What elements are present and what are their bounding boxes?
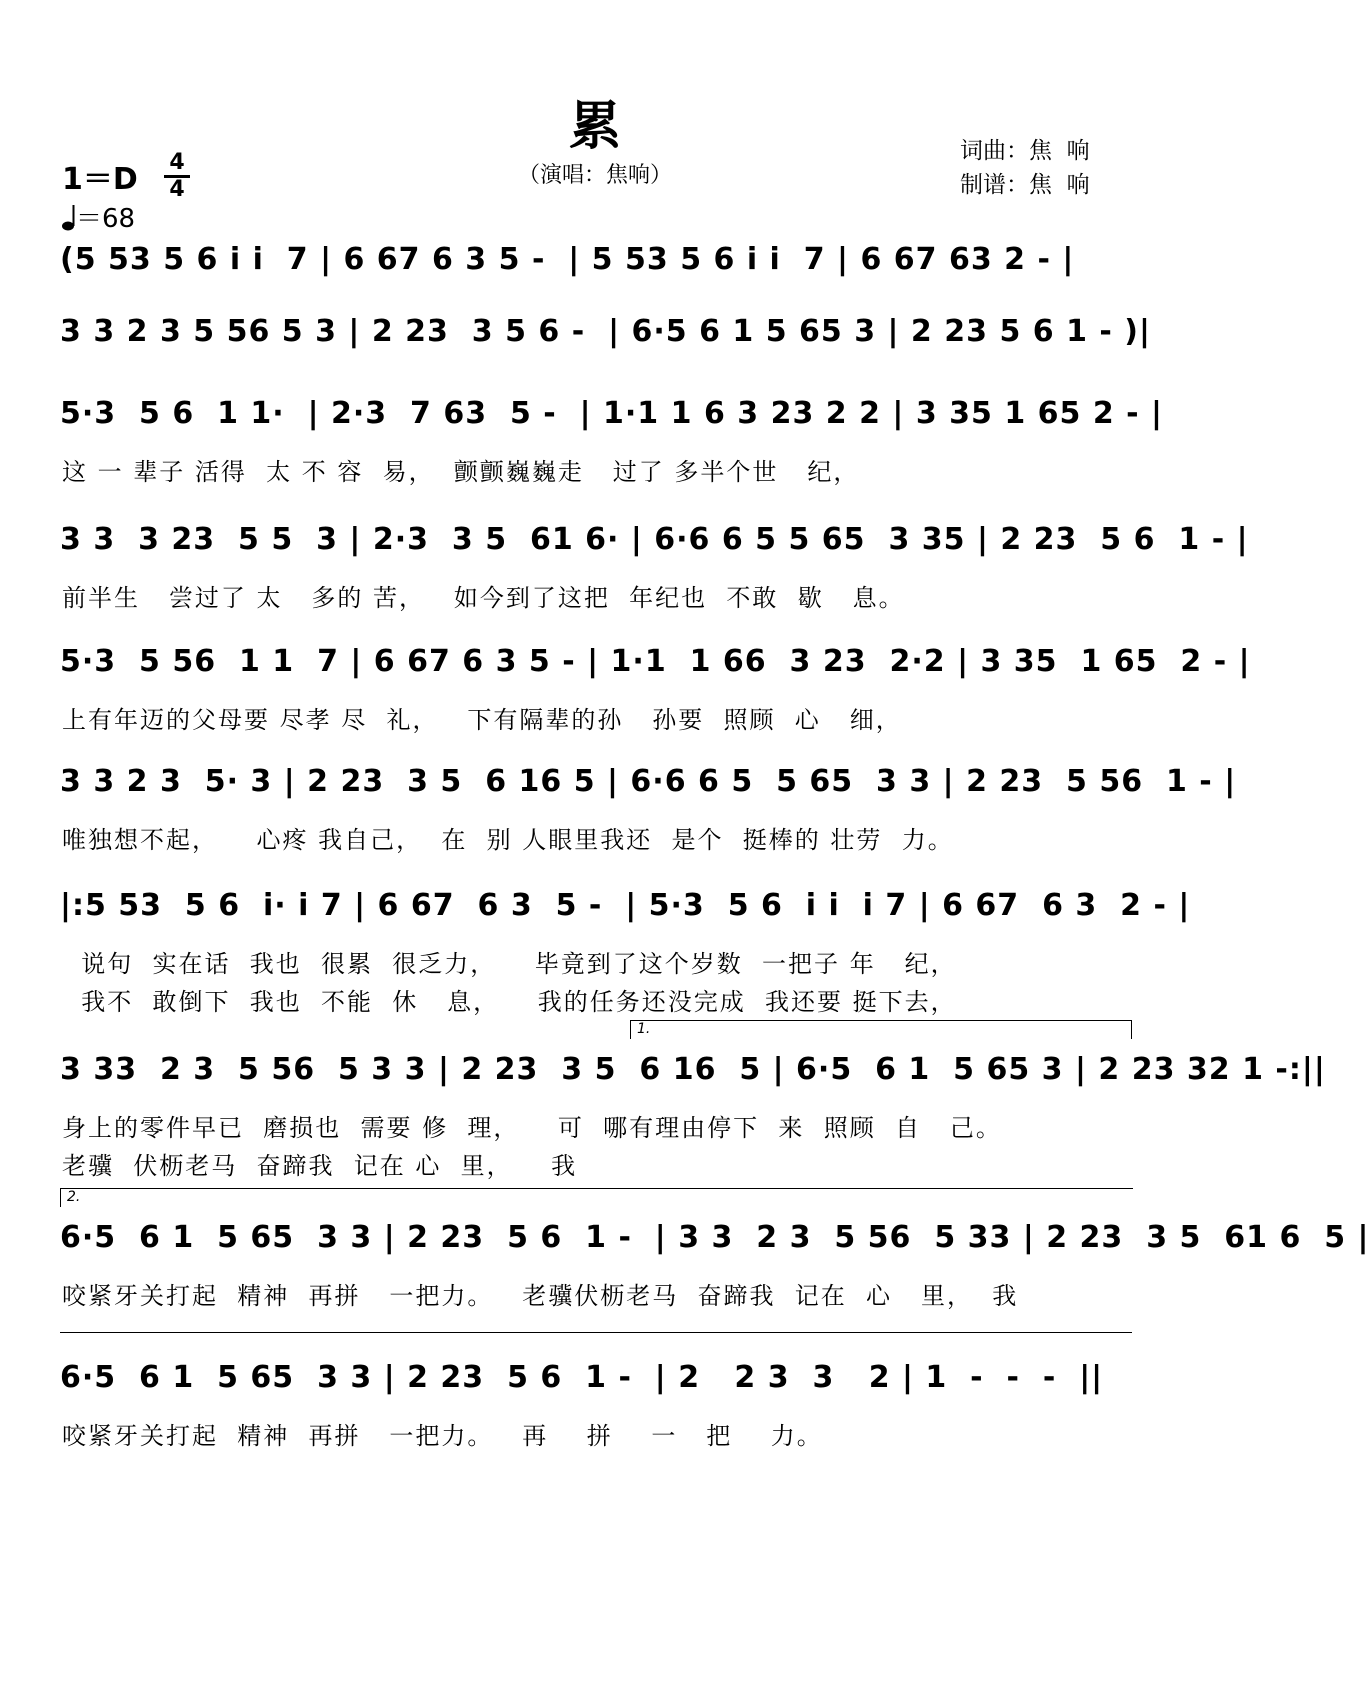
notation-row: 3 33 2 3 5 56 5 3 3 | 2 23 3 5 6 16 5 | 6·5 6 1 5 65 3 | 2 23 32 1 -:|| [60,1052,1326,1087]
tempo-value: ＝68 [76,204,136,234]
quarter-note-icon [62,205,76,238]
lyric-row: 这 一 辈子 活得 太 不 容 易， 颤颤巍巍走 过了 多半个世 纪， [62,458,860,486]
lyric-row: 前半生 尝过了 太 多的 苦， 如今到了这把 年纪也 不敢 歇 息。 [62,584,905,612]
lyric-row-verse2: 老骥 伏枥老马 奋蹄我 记在 心 里， 我 [62,1152,578,1180]
score-line [60,392,1164,504]
time-denominator: 4 [169,177,185,202]
lyric-row: 说句 实在话 我也 很累 很乏力， 毕竟到了这个岁数 一把子 年 纪， [62,950,957,978]
lyric-row: 上有年迈的父母要 尽孝 尽 礼， 下有隔辈的孙 孙要 照顾 心 细， [62,706,902,734]
lyric-row: 咬紧牙关打起 精神 再拼 一把力。 老骥伏枥老马 奋蹄我 记在 心 里， 我 [62,1282,1019,1310]
score-line [60,640,1251,752]
lyric-row: 咬紧牙关打起 精神 再拼 一把力。 再 拼 一 把 力。 [62,1422,823,1450]
lyric-row: 身上的零件早已 磨损也 需要 修 理， 可 哪有理由停下 来 照顾 自 己。 [62,1114,1002,1142]
score-line [60,518,1249,630]
notation-row: |:5 53 5 6 i· i 7 | 6 67 6 3 5 - | 5·3 5 6 i i i 7 | 6 67 6 3 2 - | [60,888,1191,923]
notation-row: (5 53 5 6 i i 7 | 6 67 6 3 5 - | 5 53 5 6 i i 7 | 6 67 63 2 - | [60,242,1075,277]
lyricist-credit: 词曲：焦 响 [960,138,1090,164]
time-signature [164,152,190,201]
ending-label: 1. [637,1021,651,1037]
score-line [60,760,1237,872]
ending-label: 2. [67,1189,81,1205]
song-title: 累 [568,96,621,157]
transcriber-credit: 制谱：焦 响 [960,172,1090,198]
notation-row: 6·5 6 1 5 65 3 3 | 2 23 5 6 1 - | 2 2 3 3 2 | 1 - - - || [60,1360,1104,1395]
lyric-row-verse2: 我不 敢倒下 我也 不能 休 息， 我的任务还没完成 我还要 挺下去， [62,988,957,1016]
score-line [60,1021,1326,1180]
lyric-row: 唯独想不起， 心疼 我自己， 在 别 人眼里我还 是个 挺棒的 壮劳 力。 [62,826,954,854]
first-ending-bracket [630,1020,1132,1039]
notation-row: 5·3 5 56 1 1 7 | 6 67 6 3 5 - | 1·1 1 66 3 23 2·2 | 3 35 1 65 2 - | [60,644,1251,679]
key-signature: 1＝D [62,162,138,197]
continuation-bracket [60,1332,1132,1351]
time-numerator: 4 [169,150,185,175]
notation-row: 3 3 3 23 5 5 3 | 2·3 3 5 61 6· | 6·6 6 5 5 65 3 35 | 2 23 5 6 1 - | [60,522,1249,557]
notation-row: 5·3 5 6 1 1· | 2·3 7 63 5 - | 1·1 1 6 3 23 2 2 | 3 35 1 65 2 - | [60,396,1164,431]
tempo-marking [62,198,135,238]
score-line [60,1189,1370,1328]
notation-row: 6·5 6 1 5 65 3 3 | 2 23 5 6 1 - | 3 3 2 3 5 56 5 33 | 2 23 3 5 61 6 5 | [60,1220,1370,1255]
score-line [60,1356,1132,1468]
notation-row: 3 3 2 3 5· 3 | 2 23 3 5 6 16 5 | 6·6 6 5 5 65 3 3 | 2 23 5 56 1 - | [60,764,1237,799]
singer-credit: （演唱：焦响） [517,163,672,188]
score-line [60,884,1191,1016]
second-ending-bracket [60,1188,1133,1207]
notation-row: 3 3 2 3 5 56 5 3 | 2 23 3 5 6 - | 6·5 6 1 5 65 3 | 2 23 5 6 1 - )| [60,314,1151,349]
